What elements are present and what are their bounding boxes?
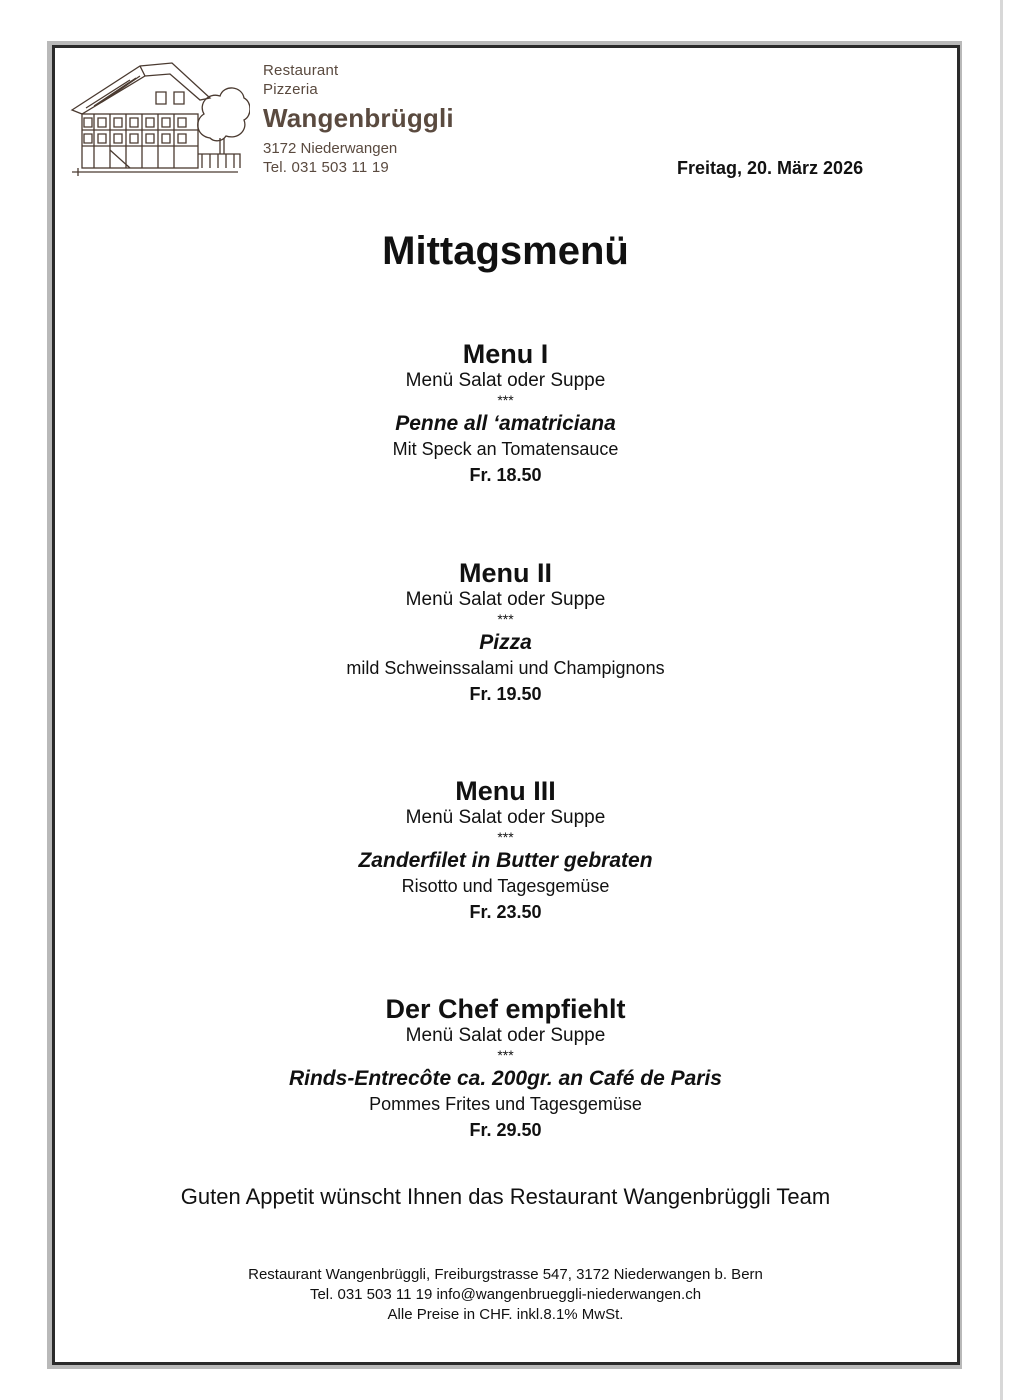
menu-section-3	[0, 774, 1011, 925]
menu-dish: Pizza	[479, 631, 532, 654]
menu-dish: Penne all ‘amatriciana	[395, 412, 616, 435]
menu-separator: ***	[497, 392, 514, 408]
menu-starter: Menü Salat oder Suppe	[405, 1025, 606, 1046]
menu-starter: Menü Salat oder Suppe	[405, 807, 606, 828]
pizzeria-label: Pizzeria	[263, 81, 318, 98]
menu-description: Mit Speck an Tomatensauce	[392, 439, 619, 459]
menu-dish: Zanderfilet in Butter gebraten	[358, 849, 653, 872]
footer	[0, 1265, 1011, 1325]
restaurant-name: Wangenbrüggli	[263, 103, 454, 133]
menu-description: Risotto und Tagesgemüse	[401, 876, 610, 896]
footer-contact: Tel. 031 503 11 19 info@wangenbrueggli-niederwangen.ch	[309, 1286, 702, 1303]
menu-price: Fr. 29.50	[469, 1120, 542, 1140]
restaurant-brand-block	[263, 61, 454, 177]
menu-price: Fr. 18.50	[469, 465, 542, 485]
restaurant-building-logo	[70, 58, 250, 182]
menu-date: Freitag, 20. März 2026	[677, 158, 864, 178]
menu-heading: Menu III	[455, 776, 556, 806]
menu-section-2	[0, 556, 1011, 707]
menu-section-1	[0, 337, 1011, 488]
menu-dish: Rinds-Entrecôte ca. 200gr. an Café de Paris	[288, 1067, 722, 1090]
footer-address: Restaurant Wangenbrüggli, Freiburgstrasse 547, 3172 Niederwangen b. Bern	[248, 1266, 763, 1283]
menu-section-chef	[0, 992, 1011, 1143]
menu-separator: ***	[497, 829, 514, 845]
menu-heading: Der Chef empfiehlt	[385, 994, 626, 1024]
menu-separator: ***	[497, 1047, 514, 1063]
footer-price-note: Alle Preise in CHF. inkl.8.1% MwSt.	[387, 1306, 624, 1323]
closing-message: Guten Appetit wünscht Ihnen das Restaurant Wangenbrüggli Team	[180, 1184, 831, 1209]
menu-description: mild Schweinssalami und Champignons	[346, 658, 665, 678]
menu-description: Pommes Frites und Tagesgemüse	[369, 1094, 642, 1114]
menu-heading: Menu II	[459, 558, 552, 588]
postal-city: 3172 Niederwangen	[263, 140, 398, 157]
page-title: Mittagsmenü	[382, 229, 629, 273]
menu-price: Fr. 23.50	[469, 902, 542, 922]
menu-separator: ***	[497, 611, 514, 627]
menu-heading: Menu I	[462, 339, 549, 369]
phone-number: Tel. 031 503 11 19	[263, 159, 389, 176]
menu-starter: Menü Salat oder Suppe	[405, 589, 606, 610]
menu-starter: Menü Salat oder Suppe	[405, 370, 606, 391]
menu-price: Fr. 19.50	[469, 684, 542, 704]
restaurant-label: Restaurant	[263, 62, 339, 79]
